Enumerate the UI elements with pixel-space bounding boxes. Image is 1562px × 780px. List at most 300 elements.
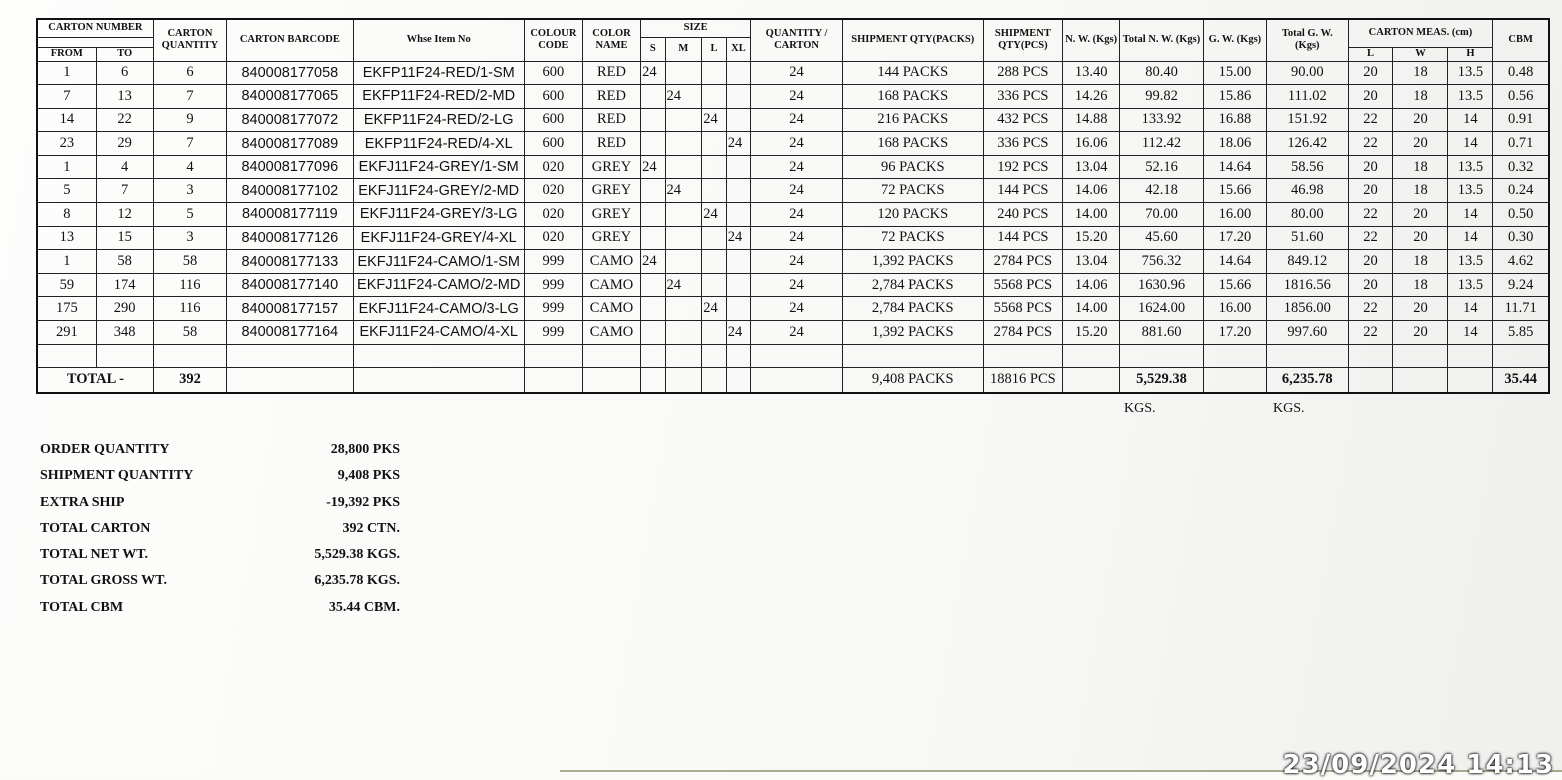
colour-code-cell: 600 — [524, 108, 582, 132]
size-s-cell — [641, 297, 665, 321]
size-xl-cell: 24 — [726, 226, 750, 250]
header-carton-number: CARTON NUMBER — [37, 19, 153, 37]
size-m-cell — [665, 321, 702, 345]
shipment-packs-cell: 144 PACKS — [842, 61, 983, 85]
meas-l-cell: 22 — [1348, 321, 1393, 345]
qty-per-carton-cell: 24 — [751, 203, 843, 227]
header-qty-per-carton: QUANTITY / CARTON — [751, 19, 843, 61]
size-s-cell: 24 — [641, 250, 665, 274]
cbm-cell: 0.71 — [1493, 132, 1549, 156]
size-m-cell — [665, 250, 702, 274]
header-meas-l: L — [1348, 47, 1393, 61]
qty-per-carton-cell: 24 — [751, 297, 843, 321]
colour-code-cell: 020 — [524, 179, 582, 203]
to-cell: 29 — [96, 132, 153, 156]
size-s-cell — [641, 179, 665, 203]
size-l-cell — [702, 155, 726, 179]
header-colour-code: COLOUR CODE — [524, 19, 582, 61]
item-no-cell: EKFJ11F24-CAMO/2-MD — [353, 273, 524, 297]
table-row — [37, 226, 1549, 250]
total-gross-weight: 6,235.78 — [1267, 367, 1349, 393]
table-row — [37, 85, 1549, 109]
meas-w-cell: 18 — [1393, 179, 1448, 203]
header-color-name: COLOR NAME — [582, 19, 640, 61]
size-xl-cell — [726, 108, 750, 132]
from-cell: 291 — [37, 321, 96, 345]
shipment-packs-cell: 72 PACKS — [842, 226, 983, 250]
shipment-pcs-cell: 336 PCS — [983, 132, 1063, 156]
size-l-cell — [702, 250, 726, 274]
cbm-cell: 0.56 — [1493, 85, 1549, 109]
header-shipment-qty-packs: SHIPMENT QTY(PACKS) — [842, 19, 983, 61]
timestamp: 23/09/2024 14:13 — [1282, 750, 1554, 780]
net-weight-cell: 15.20 — [1063, 226, 1120, 250]
summary-label: TOTAL GROSS WT. — [40, 573, 167, 589]
from-cell: 1 — [37, 155, 96, 179]
header-carton-barcode: CARTON BARCODE — [227, 19, 353, 61]
size-m-cell — [665, 297, 702, 321]
table-row — [37, 179, 1549, 203]
net-weight-cell: 15.20 — [1063, 321, 1120, 345]
size-l-cell — [702, 321, 726, 345]
gross-weight-cell: 17.20 — [1203, 226, 1266, 250]
meas-l-cell: 22 — [1348, 226, 1393, 250]
total-cartons: 392 — [153, 367, 226, 393]
to-cell: 58 — [96, 250, 153, 274]
qty-per-carton-cell: 24 — [751, 226, 843, 250]
shipment-packs-cell: 216 PACKS — [842, 108, 983, 132]
size-l-cell — [702, 273, 726, 297]
meas-h-cell: 14 — [1448, 132, 1493, 156]
net-weight-cell: 14.26 — [1063, 85, 1120, 109]
meas-h-cell: 13.5 — [1448, 85, 1493, 109]
shipment-packs-cell: 168 PACKS — [842, 132, 983, 156]
colour-code-cell: 600 — [524, 85, 582, 109]
size-xl-cell: 24 — [726, 321, 750, 345]
shipment-packs-cell: 120 PACKS — [842, 203, 983, 227]
gross-weight-cell: 15.66 — [1203, 273, 1266, 297]
shipment-pcs-cell: 5568 PCS — [983, 273, 1063, 297]
summary-label: SHIPMENT QUANTITY — [40, 468, 194, 484]
gross-weight-cell: 14.64 — [1203, 250, 1266, 274]
table-row — [37, 61, 1549, 85]
net-weight-cell: 16.06 — [1063, 132, 1120, 156]
meas-l-cell: 22 — [1348, 203, 1393, 227]
summary-value: 9,408 PKS — [337, 468, 400, 484]
meas-w-cell: 18 — [1393, 61, 1448, 85]
cbm-cell: 0.24 — [1493, 179, 1549, 203]
item-no-cell: EKFJ11F24-CAMO/4-XL — [353, 321, 524, 345]
total-gross-weight-cell: 111.02 — [1267, 85, 1349, 109]
total-net-weight-cell: 112.42 — [1120, 132, 1204, 156]
size-xl-cell — [726, 155, 750, 179]
total-net-weight-cell: 1630.96 — [1120, 273, 1204, 297]
size-m-cell — [665, 132, 702, 156]
header-gross-weight: G. W. (Kgs) — [1203, 19, 1266, 61]
from-cell: 5 — [37, 179, 96, 203]
header-size-m: M — [665, 37, 702, 61]
from-cell: 1 — [37, 61, 96, 85]
barcode-cell: 840008177089 — [227, 132, 353, 156]
total-cbm: 35.44 — [1493, 367, 1549, 393]
summary-label: EXTRA SHIP — [40, 494, 125, 510]
to-cell: 12 — [96, 203, 153, 227]
total-gross-weight-cell: 58.56 — [1267, 155, 1349, 179]
table-row — [37, 155, 1549, 179]
shipment-pcs-cell: 144 PCS — [983, 179, 1063, 203]
item-no-cell: EKFP11F24-RED/1-SM — [353, 61, 524, 85]
size-m-cell — [665, 61, 702, 85]
from-cell: 13 — [37, 226, 96, 250]
colour-code-cell: 999 — [524, 273, 582, 297]
color-name-cell: GREY — [582, 226, 640, 250]
total-net-weight-cell: 881.60 — [1120, 321, 1204, 345]
qty-per-carton-cell: 24 — [751, 155, 843, 179]
item-no-cell: EKFJ11F24-GREY/1-SM — [353, 155, 524, 179]
barcode-cell: 840008177140 — [227, 273, 353, 297]
size-s-cell — [641, 108, 665, 132]
size-m-cell — [665, 203, 702, 227]
size-xl-cell — [726, 179, 750, 203]
table-row — [37, 203, 1549, 227]
from-cell: 1 — [37, 250, 96, 274]
total-gross-weight-cell: 1856.00 — [1267, 297, 1349, 321]
size-s-cell: 24 — [641, 155, 665, 179]
size-xl-cell — [726, 297, 750, 321]
header-from: FROM — [37, 47, 96, 61]
colour-code-cell: 600 — [524, 61, 582, 85]
header-meas-w: W — [1393, 47, 1448, 61]
meas-w-cell: 20 — [1393, 203, 1448, 227]
meas-l-cell: 20 — [1348, 273, 1393, 297]
barcode-cell: 840008177126 — [227, 226, 353, 250]
size-m-cell: 24 — [665, 85, 702, 109]
to-cell: 6 — [96, 61, 153, 85]
size-s-cell — [641, 321, 665, 345]
gross-weight-cell: 14.64 — [1203, 155, 1266, 179]
size-l-cell — [702, 179, 726, 203]
carton-qty-cell: 3 — [153, 179, 226, 203]
size-xl-cell — [726, 273, 750, 297]
net-weight-cell: 13.04 — [1063, 155, 1120, 179]
total-packs: 9,408 PACKS — [842, 367, 983, 393]
summary-label: TOTAL CBM — [40, 599, 124, 615]
summary-value: 5,529.38 KGS. — [314, 547, 400, 563]
shipment-packs-cell: 72 PACKS — [842, 179, 983, 203]
meas-h-cell: 14 — [1448, 321, 1493, 345]
from-cell: 8 — [37, 203, 96, 227]
blank-row — [37, 344, 1549, 367]
meas-l-cell: 20 — [1348, 85, 1393, 109]
cbm-cell: 4.62 — [1493, 250, 1549, 274]
cbm-cell: 11.71 — [1493, 297, 1549, 321]
meas-l-cell: 22 — [1348, 132, 1393, 156]
shipment-pcs-cell: 192 PCS — [983, 155, 1063, 179]
cbm-cell: 0.91 — [1493, 108, 1549, 132]
barcode-cell: 840008177164 — [227, 321, 353, 345]
cbm-cell: 0.32 — [1493, 155, 1549, 179]
color-name-cell: CAMO — [582, 297, 640, 321]
size-s-cell — [641, 203, 665, 227]
carton-qty-cell: 5 — [153, 203, 226, 227]
summary-value: 35.44 CBM. — [328, 599, 400, 615]
meas-h-cell: 14 — [1448, 203, 1493, 227]
summary-value: -19,392 PKS — [326, 494, 400, 510]
meas-l-cell: 20 — [1348, 250, 1393, 274]
summary-block — [40, 442, 400, 626]
meas-w-cell: 20 — [1393, 108, 1448, 132]
color-name-cell: GREY — [582, 155, 640, 179]
barcode-cell: 840008177119 — [227, 203, 353, 227]
total-gross-weight-cell: 997.60 — [1267, 321, 1349, 345]
meas-h-cell: 13.5 — [1448, 273, 1493, 297]
size-xl-cell — [726, 250, 750, 274]
header-size-xl: XL — [726, 37, 750, 61]
header-carton-number-spacer — [37, 37, 153, 47]
size-xl-cell — [726, 203, 750, 227]
carton-qty-cell: 58 — [153, 321, 226, 345]
meas-h-cell: 14 — [1448, 297, 1493, 321]
meas-h-cell: 13.5 — [1448, 155, 1493, 179]
packing-list-table — [36, 18, 1550, 394]
shipment-packs-cell: 96 PACKS — [842, 155, 983, 179]
header-net-weight: N. W. (Kgs) — [1063, 19, 1120, 61]
size-l-cell — [702, 132, 726, 156]
summary-value: 6,235.78 KGS. — [314, 573, 400, 589]
total-gross-weight-cell: 51.60 — [1267, 226, 1349, 250]
size-s-cell: 24 — [641, 61, 665, 85]
item-no-cell: EKFJ11F24-CAMO/1-SM — [353, 250, 524, 274]
total-gw-unit: KGS. — [1273, 401, 1305, 416]
summary-value: 28,800 PKS — [330, 442, 400, 457]
net-weight-cell: 14.06 — [1063, 273, 1120, 297]
from-cell: 59 — [37, 273, 96, 297]
shipment-packs-cell: 168 PACKS — [842, 85, 983, 109]
summary-row — [40, 573, 400, 599]
meas-h-cell: 14 — [1448, 108, 1493, 132]
size-m-cell: 24 — [665, 273, 702, 297]
net-weight-cell: 13.04 — [1063, 250, 1120, 274]
shipment-pcs-cell: 288 PCS — [983, 61, 1063, 85]
table-row — [37, 108, 1549, 132]
from-cell: 7 — [37, 85, 96, 109]
item-no-cell: EKFJ11F24-GREY/3-LG — [353, 203, 524, 227]
colour-code-cell: 999 — [524, 321, 582, 345]
size-l-cell — [702, 61, 726, 85]
meas-h-cell: 13.5 — [1448, 61, 1493, 85]
carton-qty-cell: 7 — [153, 85, 226, 109]
shipment-pcs-cell: 2784 PCS — [983, 321, 1063, 345]
meas-h-cell: 14 — [1448, 226, 1493, 250]
carton-qty-cell: 116 — [153, 297, 226, 321]
size-l-cell — [702, 226, 726, 250]
colour-code-cell: 999 — [524, 250, 582, 274]
barcode-cell: 840008177072 — [227, 108, 353, 132]
total-net-weight-cell: 52.16 — [1120, 155, 1204, 179]
to-cell: 348 — [96, 321, 153, 345]
item-no-cell: EKFJ11F24-CAMO/3-LG — [353, 297, 524, 321]
from-cell: 14 — [37, 108, 96, 132]
color-name-cell: GREY — [582, 203, 640, 227]
table-row — [37, 321, 1549, 345]
size-m-cell — [665, 108, 702, 132]
meas-h-cell: 13.5 — [1448, 250, 1493, 274]
barcode-cell: 840008177157 — [227, 297, 353, 321]
barcode-cell: 840008177058 — [227, 61, 353, 85]
header-total-net-weight: Total N. W. (Kgs) — [1120, 19, 1204, 61]
header-total-gross-weight: Total G. W. (Kgs) — [1267, 19, 1349, 61]
summary-value: 392 CTN. — [342, 520, 400, 536]
net-weight-cell: 13.40 — [1063, 61, 1120, 85]
total-net-weight-cell: 42.18 — [1120, 179, 1204, 203]
total-nw-unit: KGS. — [1124, 401, 1156, 416]
item-no-cell: EKFP11F24-RED/2-MD — [353, 85, 524, 109]
header-cbm: CBM — [1493, 19, 1549, 61]
carton-qty-cell: 3 — [153, 226, 226, 250]
header-size-l: L — [702, 37, 726, 61]
color-name-cell: CAMO — [582, 321, 640, 345]
header-item-no: Whse Item No — [353, 19, 524, 61]
header-shipment-qty-pcs: SHIPMENT QTY(PCS) — [983, 19, 1063, 61]
size-l-cell — [702, 85, 726, 109]
gross-weight-cell: 18.06 — [1203, 132, 1266, 156]
shipment-pcs-cell: 2784 PCS — [983, 250, 1063, 274]
to-cell: 174 — [96, 273, 153, 297]
qty-per-carton-cell: 24 — [751, 250, 843, 274]
summary-row — [40, 547, 400, 573]
color-name-cell: CAMO — [582, 250, 640, 274]
table-row — [37, 297, 1549, 321]
carton-qty-cell: 58 — [153, 250, 226, 274]
meas-l-cell: 22 — [1348, 297, 1393, 321]
total-net-weight-cell: 70.00 — [1120, 203, 1204, 227]
carton-qty-cell: 6 — [153, 61, 226, 85]
barcode-cell: 840008177065 — [227, 85, 353, 109]
gross-weight-cell: 16.00 — [1203, 203, 1266, 227]
meas-w-cell: 18 — [1393, 155, 1448, 179]
meas-w-cell: 18 — [1393, 273, 1448, 297]
to-cell: 22 — [96, 108, 153, 132]
total-net-weight-cell: 133.92 — [1120, 108, 1204, 132]
qty-per-carton-cell: 24 — [751, 108, 843, 132]
barcode-cell: 840008177133 — [227, 250, 353, 274]
total-net-weight: 5,529.38 — [1120, 367, 1204, 393]
to-cell: 13 — [96, 85, 153, 109]
size-s-cell — [641, 132, 665, 156]
size-l-cell: 24 — [702, 297, 726, 321]
barcode-cell: 840008177096 — [227, 155, 353, 179]
colour-code-cell: 020 — [524, 203, 582, 227]
gross-weight-cell: 15.00 — [1203, 61, 1266, 85]
total-gross-weight-cell: 46.98 — [1267, 179, 1349, 203]
item-no-cell: EKFP11F24-RED/2-LG — [353, 108, 524, 132]
meas-w-cell: 20 — [1393, 226, 1448, 250]
summary-row — [40, 521, 400, 547]
table-row — [37, 273, 1549, 297]
item-no-cell: EKFP11F24-RED/4-XL — [353, 132, 524, 156]
qty-per-carton-cell: 24 — [751, 61, 843, 85]
item-no-cell: EKFJ11F24-GREY/2-MD — [353, 179, 524, 203]
qty-per-carton-cell: 24 — [751, 179, 843, 203]
color-name-cell: RED — [582, 108, 640, 132]
to-cell: 4 — [96, 155, 153, 179]
header-meas-h: H — [1448, 47, 1493, 61]
size-m-cell — [665, 226, 702, 250]
meas-l-cell: 20 — [1348, 155, 1393, 179]
meas-h-cell: 13.5 — [1448, 179, 1493, 203]
carton-qty-cell: 4 — [153, 155, 226, 179]
table-row — [37, 132, 1549, 156]
net-weight-cell: 14.00 — [1063, 203, 1120, 227]
total-gross-weight-cell: 849.12 — [1267, 250, 1349, 274]
shipment-pcs-cell: 336 PCS — [983, 85, 1063, 109]
header-carton-quantity: CARTON QUANTITY — [153, 19, 226, 61]
cbm-cell: 0.50 — [1493, 203, 1549, 227]
total-gross-weight-cell: 90.00 — [1267, 61, 1349, 85]
net-weight-cell: 14.00 — [1063, 297, 1120, 321]
meas-w-cell: 20 — [1393, 321, 1448, 345]
color-name-cell: RED — [582, 132, 640, 156]
size-m-cell: 24 — [665, 179, 702, 203]
header-size-s: S — [641, 37, 665, 61]
barcode-cell: 840008177102 — [227, 179, 353, 203]
qty-per-carton-cell: 24 — [751, 321, 843, 345]
shipment-packs-cell: 1,392 PACKS — [842, 321, 983, 345]
to-cell: 15 — [96, 226, 153, 250]
total-row — [37, 367, 1549, 393]
from-cell: 175 — [37, 297, 96, 321]
shipment-packs-cell: 1,392 PACKS — [842, 250, 983, 274]
meas-l-cell: 20 — [1348, 61, 1393, 85]
to-cell: 290 — [96, 297, 153, 321]
total-gross-weight-cell: 80.00 — [1267, 203, 1349, 227]
size-xl-cell — [726, 85, 750, 109]
colour-code-cell: 020 — [524, 226, 582, 250]
shipment-pcs-cell: 432 PCS — [983, 108, 1063, 132]
summary-label: TOTAL NET WT. — [40, 547, 149, 563]
qty-per-carton-cell: 24 — [751, 273, 843, 297]
header-size: SIZE — [641, 19, 751, 37]
summary-row — [40, 600, 400, 626]
shipment-packs-cell: 2,784 PACKS — [842, 297, 983, 321]
total-gross-weight-cell: 1816.56 — [1267, 273, 1349, 297]
size-m-cell — [665, 155, 702, 179]
cbm-cell: 0.48 — [1493, 61, 1549, 85]
shipment-pcs-cell: 144 PCS — [983, 226, 1063, 250]
to-cell: 7 — [96, 179, 153, 203]
total-gross-weight-cell: 151.92 — [1267, 108, 1349, 132]
color-name-cell: RED — [582, 85, 640, 109]
shipment-pcs-cell: 5568 PCS — [983, 297, 1063, 321]
total-pcs: 18816 PCS — [983, 367, 1063, 393]
color-name-cell: CAMO — [582, 273, 640, 297]
qty-per-carton-cell: 24 — [751, 132, 843, 156]
cbm-cell: 0.30 — [1493, 226, 1549, 250]
summary-row — [40, 468, 400, 494]
summary-label: TOTAL CARTON — [40, 520, 151, 536]
total-net-weight-cell: 45.60 — [1120, 226, 1204, 250]
carton-qty-cell: 9 — [153, 108, 226, 132]
meas-l-cell: 22 — [1348, 108, 1393, 132]
meas-w-cell: 20 — [1393, 132, 1448, 156]
gross-weight-cell: 17.20 — [1203, 321, 1266, 345]
total-net-weight-cell: 99.82 — [1120, 85, 1204, 109]
meas-l-cell: 20 — [1348, 179, 1393, 203]
colour-code-cell: 999 — [524, 297, 582, 321]
summary-row — [40, 495, 400, 521]
qty-per-carton-cell: 24 — [751, 85, 843, 109]
gross-weight-cell: 15.66 — [1203, 179, 1266, 203]
